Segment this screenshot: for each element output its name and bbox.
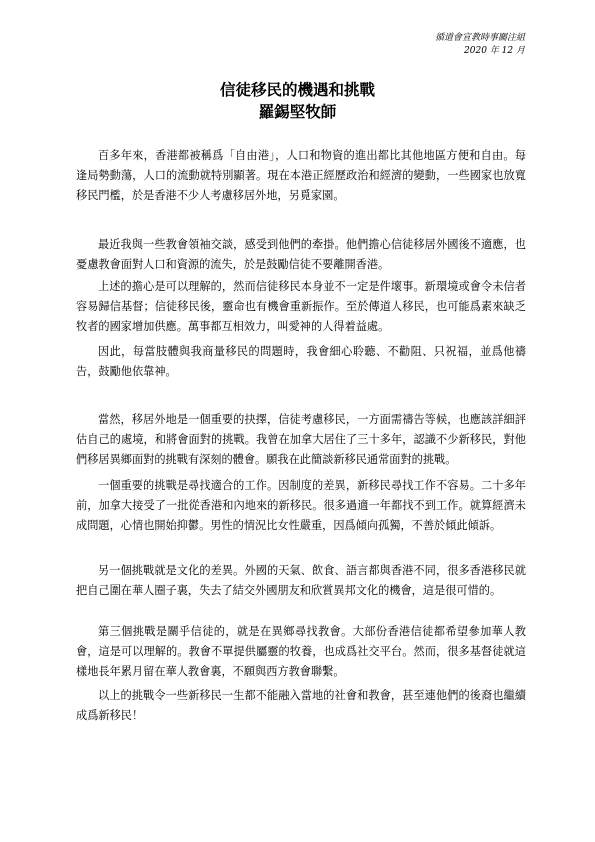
- paragraph-7-block: [76, 561, 526, 601]
- paragraph: 因此，每當肢體與我商量移民的問題時，我會細心聆聽、不勸阻、只祝福，並爲他禱告，鼓勵他依靠神。: [76, 345, 526, 378]
- paragraph: 當然，移居外地是一個重要的抉擇，信徒考慮移民，一方面需禱告等候，也應該詳細評估自己的處境，和將會面對的挑戰。我曾在加拿大居住了三十多年，認識不少新移民，對他們移居異鄉面對的挑戰有深刻的體會。願我在此簡談新移民通常面對的挑戰。: [76, 413, 526, 466]
- paragraph: 以上的挑戰令一些新移民一生都不能融入當地的社會和教會，甚至連他們的後裔也繼續成爲新移民！: [76, 689, 526, 722]
- paragraph: 第三個挑戰是關乎信徒的，就是在異鄉尋找教會。大部份香港信徒都希望參加華人教會，這是可以理解的。教會不單提供屬靈的牧養，也成爲社交平台。然而，很多基督徒就這樣地長年累月留在華人教會裏，不願與西方教會聯繫。: [76, 625, 526, 678]
- paragraph-8-block: [76, 622, 526, 682]
- document-title: 信徒移民的機遇和挑戰: [219, 80, 375, 99]
- document-header: [435, 32, 525, 58]
- paragraph-9-block: [76, 686, 526, 726]
- paragraph-1-block: [76, 146, 526, 206]
- paragraph-5-block: [76, 410, 526, 470]
- header-org: 循道會宣教時事關注組: [434, 33, 525, 43]
- paragraph-4-block: [76, 342, 526, 382]
- paragraph: 另一個挑戰就是文化的差異。外國的天氣、飲食、語言都與香港不同，很多香港移民就把自己圍在華人圈子裏，失去了結交外國朋友和欣賞異邦文化的機會，這是很可惜的。: [76, 564, 526, 597]
- paragraph: 上述的擔心是可以理解的，然而信徒移民本身並不一定是件壞事。新環境或會令未信者容易歸信基督；信徒移民後，靈命也有機會重新振作。至於傳道人移民，也可能爲素來缺乏牧者的國家增加供應。萬事都互相效力，叫愛神的人得着益處。: [76, 280, 526, 333]
- paragraph-3-block: [76, 277, 526, 337]
- paragraph-6-block: [76, 476, 526, 536]
- paragraph: 最近我與一些教會領袖交談，感受到他們的牽掛。他們擔心信徒移居外國後不適應，也憂慮教會面對人口和資源的流失，於是鼓勵信徒不要離開香港。: [76, 238, 526, 271]
- paragraph: 一個重要的挑戰是尋找適合的工作。因制度的差異，新移民尋找工作不容易。二十多年前，加拿大接受了一批從香港和內地來的新移民。很多過適一年都找不到工作。就算經濟未成問題，心情也開始抑鬱。男性的情況比女性嚴重，因爲傾向孤獨，不善於傾此傾訴。: [76, 479, 526, 532]
- document-author: 羅錫堅牧師: [258, 102, 337, 121]
- paragraph-2-block: [76, 235, 526, 275]
- paragraph: 百多年來，香港都被稱爲「自由港」，人口和物資的進出都比其他地區方便和自由。每逢局勢動蕩，人口的流動就特別顯著。現在本港正經歷政治和經濟的變動，一些國家也放寬移民門檻，於是香港不少人考慮移居外地，另覓家園。: [76, 149, 526, 202]
- header-date: 2020 年 12 月: [464, 46, 525, 56]
